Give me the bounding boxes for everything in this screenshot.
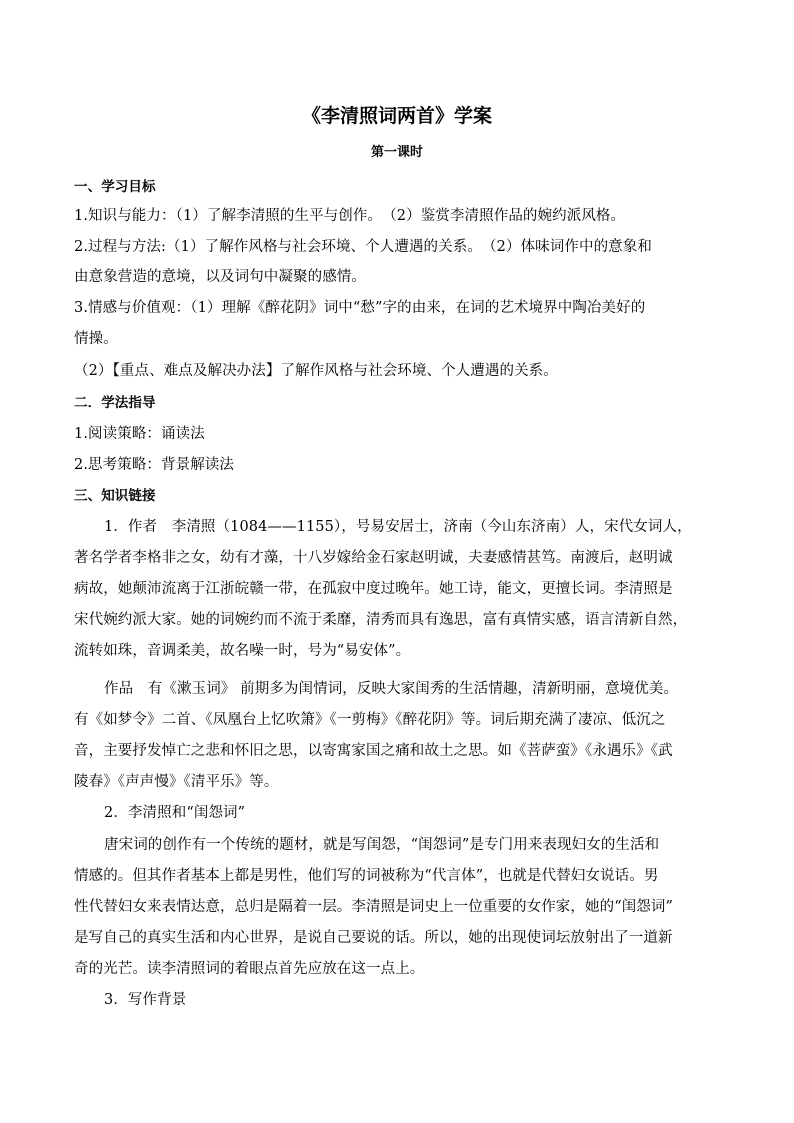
text-line: 奇的光芒。读李清照词的着眼点首先应放在这一点上。 xyxy=(74,961,425,977)
text-line: 2.过程与方法:（1）了解作风格与社会环境、个人遭遇的关系。 （2）体味词作中的意象和 xyxy=(74,239,652,255)
text-line: 著名学者李格非之女，幼有才藻，十八岁嫁给金石家赵明诚，夫妻感情甚笃。南渡后，赵明诚 xyxy=(74,550,673,566)
text-line: 音，主要抒发悼亡之悲和怀旧之思，以寄寓家国之痛和故土之思。如《菩萨蛮》《永遇乐》《武 xyxy=(74,743,673,759)
text-line: 病故，她颠沛流离于江浙皖赣一带，在孤寂中度过晚年。她工诗，能文，更擅长词。李清照是 xyxy=(74,581,673,597)
lesson-subtitle: 第一课时 xyxy=(370,145,423,160)
text-line: 1．作者 李清照（1084——1155），号易安居士，济南（今山东济南）人，宋代女词人， xyxy=(104,519,692,535)
section-heading-objectives: 一、学习目标 xyxy=(74,179,156,195)
document-title: 《李清照词两首》学案 xyxy=(301,105,492,127)
section-heading-method: 二．学法指导 xyxy=(74,395,156,411)
section-heading-knowledge: 三、知识链接 xyxy=(74,488,156,504)
text-line: 情操。 xyxy=(74,331,118,347)
text-line: 宋代婉约派大家。她的词婉约而不流于柔靡，清秀而具有逸思，富有真情实感，语言清新自然， xyxy=(74,612,688,628)
text-line: 由意象营造的意境，以及词句中凝聚的感情。 xyxy=(74,269,366,285)
text-line: 性代替妇女来表情达意，总归是隔着一层。李清照是词史上一位重要的女作家，她的“闺怨词” xyxy=(74,899,674,915)
text-line: （2）【重点、难点及解决办法】了解作风格与社会环境、个人遭遇的关系。 xyxy=(74,363,558,379)
subheading-writing-background: 3．写作背景 xyxy=(104,992,187,1008)
text-line: 是写自己的真实生活和内心世界，是说自己要说的话。所以，她的出现使词坛放射出了一道新 xyxy=(74,930,673,946)
text-line: 1.阅读策略：诵读法 xyxy=(74,426,205,442)
text-line: 作品 有《漱玉词》 前期多为闺情词，反映大家闺秀的生活情趣，清新明丽，意境优美。 xyxy=(104,681,679,697)
subheading-li-qingzhao-guiyuan: 2．李清照和“闺怨词” xyxy=(104,805,246,821)
text-line: 2.思考策略：背景解读法 xyxy=(74,457,235,473)
text-line: 陵春》《声声慢》《清平乐》等。 xyxy=(74,774,279,790)
text-line: 3.情感与价值观：（1）理解《醉花阴》词中“愁”字的由来，在词的艺术境界中陶冶美好的 xyxy=(74,300,646,316)
text-line: 1.知识与能力：（1）了解李清照的生平与创作。 （2）鉴赏李清照作品的婉约派风格。 xyxy=(74,208,626,224)
text-line: 有《如梦令》二首、《凤凰台上忆吹箫》《一剪梅》《醉花阴》等。词后期充满了凄凉、低沉之 xyxy=(74,712,666,728)
text-line: 情感的。但其作者基本上都是男性，他们写的词被称为“代言体”，也就是代替妇女说话。男 xyxy=(74,868,659,884)
text-line: 唐宋词的创作有一个传统的题材，就是写闺怨，“闺怨词”是专门用来表现妇女的生活和 xyxy=(104,837,660,853)
text-line: 流转如珠，音调柔美，故名噪一时，号为“易安体”。 xyxy=(74,643,411,659)
